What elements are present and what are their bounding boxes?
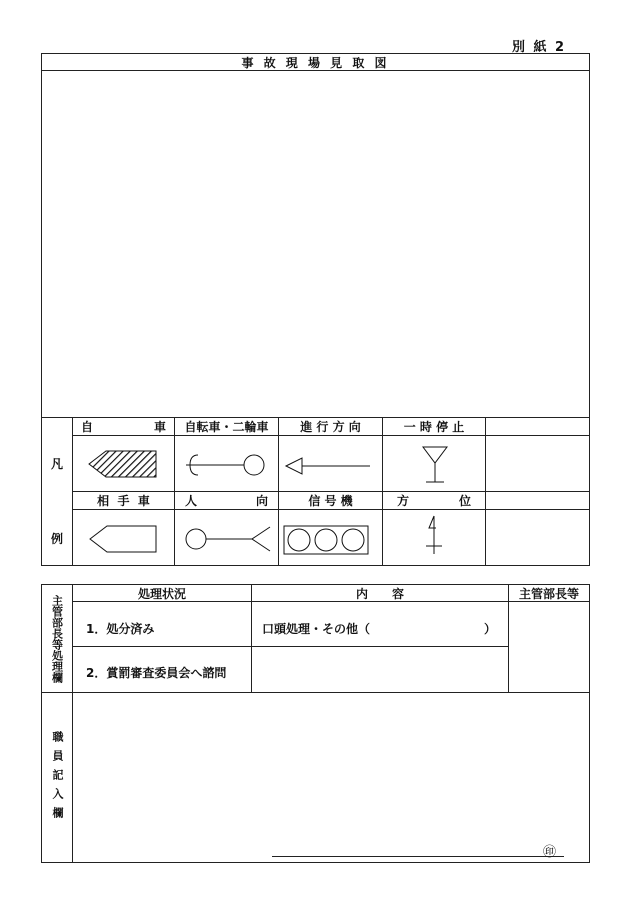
legend-vline <box>485 417 486 566</box>
content-oral-other-suffix: ） <box>484 622 497 636</box>
processing-side-label: 主管部長等処理欄 <box>50 594 64 683</box>
content-row2-field[interactable] <box>252 647 508 692</box>
manager-field[interactable] <box>509 602 589 692</box>
status-committee-referral[interactable]: 2．賞罰審査委員会へ諮問 <box>86 666 227 680</box>
col-manager-header: 主管部長等 <box>518 586 579 601</box>
legend-signal-label: 信 号 機 <box>308 494 353 508</box>
col-content-header: 内 容 <box>355 586 404 601</box>
signature-line <box>272 856 564 857</box>
other-vehicle-icon <box>88 524 160 554</box>
drawing-area[interactable] <box>42 71 589 417</box>
staff-side-label: 職員記入欄 <box>51 730 64 826</box>
direction-arrow-icon <box>284 455 372 477</box>
staff-side-label-cell <box>42 693 72 863</box>
legend-stop-label: 一 時 停 止 <box>403 420 465 434</box>
legend-compass-label: 方 位 <box>397 494 471 508</box>
staff-entry-area[interactable] <box>73 693 589 853</box>
compass-north-icon <box>420 514 450 556</box>
legend-other-vehicle-label: 相 手 車 <box>97 494 150 508</box>
legend-side-label-2: 例 <box>50 531 63 546</box>
status-disposed[interactable]: 1．処分済み <box>86 622 155 636</box>
col-status-header: 処理状況 <box>137 586 186 601</box>
legend-direction-label: 進 行 方 向 <box>300 420 361 434</box>
legend-line <box>72 509 590 510</box>
diagram-title: 事 故 現 場 見 取 図 <box>241 55 390 70</box>
content-oral-other-field[interactable] <box>384 618 482 634</box>
own-vehicle-icon <box>88 450 158 478</box>
seal-mark: ㊞ <box>543 845 557 860</box>
legend-bicycle-label: 自転車・二輪車 <box>184 420 269 434</box>
processing-side-label-cell <box>42 585 72 692</box>
attachment-label: 別 紙 2 <box>512 40 567 55</box>
legend-pedestrian-label: 人 向 <box>185 494 268 508</box>
legend-line <box>72 435 590 436</box>
content-oral-other-prefix: 口頭処理・その他（ <box>262 622 371 636</box>
traffic-signal-icon <box>282 524 372 556</box>
bicycle-icon <box>186 452 266 478</box>
pedestrian-direction-icon <box>184 524 272 554</box>
stop-sign-icon <box>420 444 450 484</box>
legend-own-vehicle-label: 自 車 <box>81 420 166 434</box>
legend-side-label-1: 凡 <box>50 456 63 471</box>
